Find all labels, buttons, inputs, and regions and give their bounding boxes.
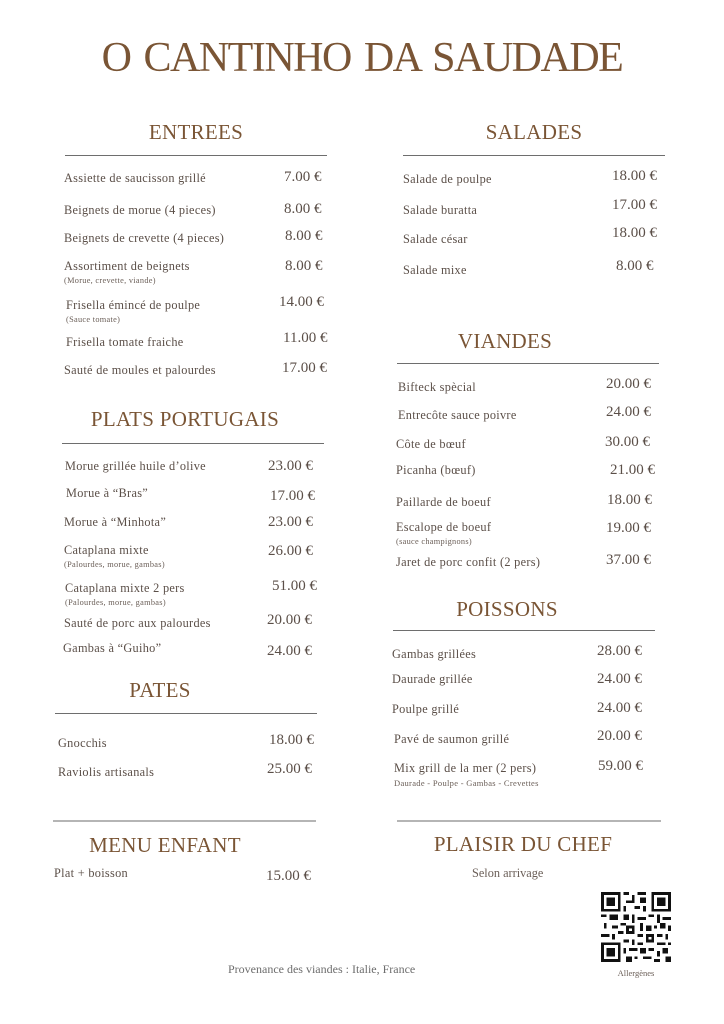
item-name: Sauté de moules et palourdes (64, 363, 216, 377)
item-name: Gambas grillées (392, 647, 477, 661)
section-heading-pates: PATES (129, 678, 191, 702)
item-description: (Palourdes, morue, gambas) (64, 560, 165, 569)
menu-item (392, 647, 476, 662)
item-name: Morue à “Minhota” (64, 515, 167, 529)
item-description: (Morue, crevette, viande) (64, 276, 156, 285)
item-price: 30.00 € (605, 434, 650, 450)
item-name: Salade buratta (403, 203, 478, 217)
menu-item (64, 363, 216, 378)
item-price: 7.00 € (284, 169, 322, 185)
item-price: 19.00 € (606, 520, 651, 536)
provenance-note: Provenance des viandes : Italie, France (228, 962, 416, 976)
menu-item (66, 335, 184, 350)
menu-item (58, 736, 107, 751)
menu-item (64, 203, 216, 218)
menu-item (54, 866, 128, 881)
item-price: 59.00 € (598, 758, 643, 774)
item-name: Daurade grillée (392, 672, 473, 686)
section-heading-plaisir-du-chef: PLAISIR DU CHEF (433, 832, 613, 856)
qr-code-icon[interactable] (601, 892, 671, 962)
item-price: 20.00 € (606, 376, 651, 392)
menu-item (394, 761, 539, 788)
restaurant-title: O CANTINHO DA SAUDADE (101, 35, 623, 81)
menu-item (392, 702, 459, 717)
section-heading-salades: SALADES (485, 120, 583, 144)
item-name: Raviolis artisanals (58, 765, 155, 779)
item-name: Poulpe grillé (392, 702, 460, 716)
item-price: 17.00 € (270, 488, 315, 504)
item-name: Paillarde de boeuf (396, 495, 491, 509)
divider (397, 820, 661, 822)
item-name: Picanha (bœuf) (396, 463, 476, 477)
item-description: Daurade - Poulpe - Gambas - Crevettes (394, 778, 539, 788)
menu-item (64, 616, 211, 631)
item-name: Mix grill de la mer (2 pers) (394, 761, 537, 775)
item-price: 24.00 € (597, 700, 642, 716)
item-price: 26.00 € (268, 543, 313, 559)
chef-note: Selon arrivage (472, 866, 544, 880)
item-name: Gambas à “Guiho” (63, 641, 162, 655)
item-price: 21.00 € (610, 462, 655, 478)
item-price: 17.00 € (282, 360, 327, 376)
divider (53, 820, 316, 822)
divider (393, 630, 655, 631)
menu-item (58, 765, 154, 780)
item-price: 37.00 € (606, 552, 651, 568)
item-description: (Palourdes, morue, gambas) (65, 598, 166, 607)
section-heading-menu-enfant: MENU ENFANT (89, 833, 241, 857)
item-name: Bifteck spècial (398, 380, 476, 394)
item-name: Beignets de crevette (4 pieces) (64, 231, 225, 245)
item-price: 15.00 € (266, 868, 311, 884)
menu-item (398, 408, 517, 423)
item-price: 23.00 € (268, 514, 313, 530)
item-name: Morue grillée huile d’olive (65, 459, 206, 473)
section-heading-plats-portugais: PLATS PORTUGAIS (90, 407, 280, 431)
item-name: Entrecôte sauce poivre (398, 408, 517, 422)
menu-item (396, 555, 540, 570)
item-price: 8.00 € (616, 258, 654, 274)
item-price: 24.00 € (597, 671, 642, 687)
menu-item (64, 543, 165, 569)
menu-item (398, 380, 476, 395)
menu-item (65, 459, 206, 474)
item-name: Frisella émincé de poulpe (66, 298, 201, 312)
item-price: 14.00 € (279, 294, 324, 310)
menu-item (403, 232, 468, 247)
item-price: 25.00 € (267, 761, 312, 777)
item-price: 51.00 € (272, 578, 317, 594)
item-name: Salade césar (403, 232, 468, 246)
divider (62, 443, 324, 444)
qr-label: Allergènes (617, 968, 655, 978)
menu-item (396, 463, 476, 478)
item-name: Cataplana mixte (64, 543, 149, 557)
item-name: Salade de poulpe (403, 172, 492, 186)
menu-item (403, 263, 467, 278)
menu-item (64, 231, 224, 246)
item-description: (sauce champignons) (396, 537, 472, 546)
menu-item (64, 171, 206, 186)
menu-item (65, 581, 185, 607)
item-name: Salade mixe (403, 263, 467, 277)
menu-item (64, 515, 166, 530)
item-price: 18.00 € (612, 168, 657, 184)
item-description: (Sauce tomate) (66, 315, 121, 324)
menu-item (66, 298, 200, 324)
item-price: 17.00 € (612, 197, 657, 213)
divider (65, 155, 327, 156)
item-name: Frisella tomate fraiche (66, 335, 184, 349)
item-price: 24.00 € (606, 404, 651, 420)
item-name: Jaret de porc confit (2 pers) (396, 555, 541, 569)
menu-item (403, 172, 492, 187)
item-price: 18.00 € (607, 492, 652, 508)
item-price: 11.00 € (283, 330, 328, 346)
section-heading-entrees: ENTREES (148, 120, 244, 144)
item-price: 18.00 € (612, 225, 657, 241)
section-heading-poissons: POISSONS (456, 597, 558, 621)
item-name: Cataplana mixte 2 pers (65, 581, 185, 595)
item-name: Morue à “Bras” (66, 486, 149, 500)
item-name: Escalope de boeuf (396, 520, 492, 534)
item-name: Plat + boisson (54, 866, 128, 880)
item-name: Beignets de morue (4 pieces) (64, 203, 216, 217)
menu-item (392, 672, 473, 687)
divider (403, 155, 665, 156)
item-name: Côte de bœuf (396, 437, 466, 451)
item-price: 20.00 € (267, 612, 312, 628)
section-heading-viandes: VIANDES (457, 329, 553, 353)
menu-item (66, 486, 148, 501)
item-name: Gnocchis (58, 736, 107, 750)
item-name: Sauté de porc aux palourdes (64, 616, 211, 630)
item-name: Assortiment de beignets (64, 259, 190, 273)
item-price: 8.00 € (285, 228, 323, 244)
item-name: Pavé de saumon grillé (394, 732, 510, 746)
menu-item (63, 641, 161, 656)
menu-item (396, 437, 466, 452)
item-price: 18.00 € (269, 732, 314, 748)
item-price: 23.00 € (268, 458, 313, 474)
menu-item (64, 259, 190, 285)
menu-item (394, 732, 509, 747)
menu-item (403, 203, 477, 218)
divider (55, 713, 317, 714)
item-price: 24.00 € (267, 643, 312, 659)
item-price: 20.00 € (597, 728, 642, 744)
divider (397, 363, 659, 364)
menu-item (396, 520, 491, 546)
item-price: 8.00 € (284, 201, 322, 217)
menu-item (396, 495, 491, 510)
item-name: Assiette de saucisson grillé (64, 171, 206, 185)
item-price: 28.00 € (597, 643, 642, 659)
item-price: 8.00 € (285, 258, 323, 274)
